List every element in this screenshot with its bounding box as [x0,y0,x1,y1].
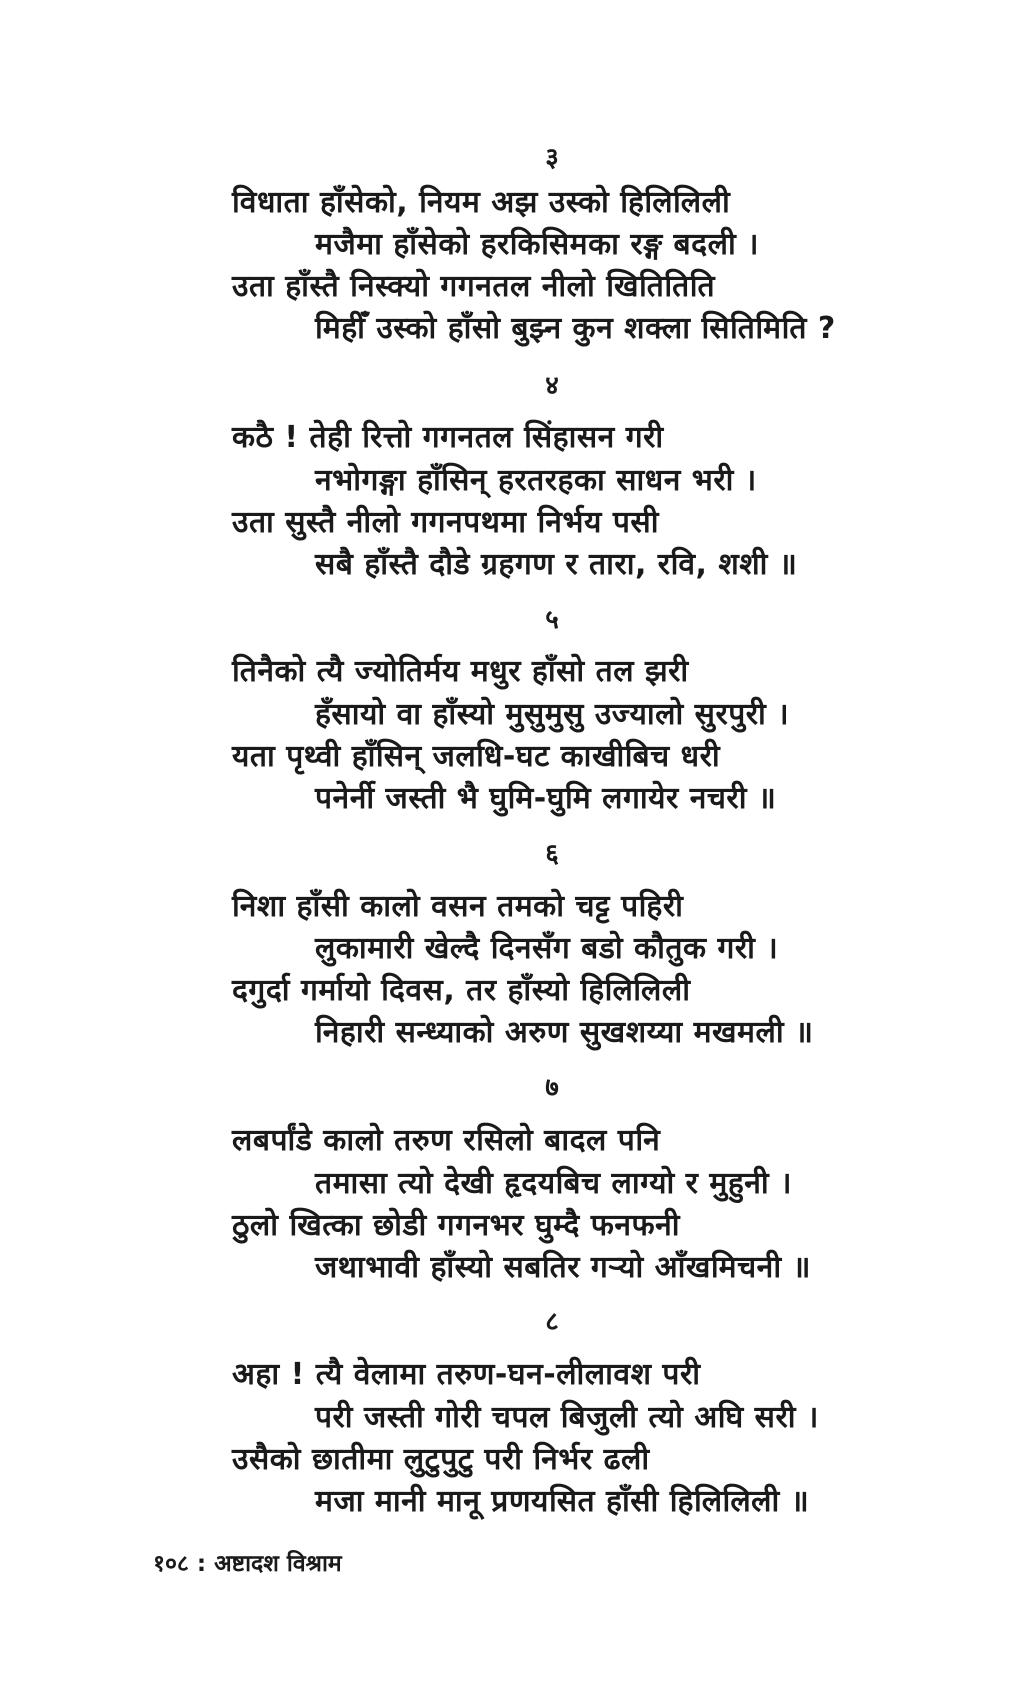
verse-line: तिनैको त्यै ज्योतिर्मय मधुर हाँसो तल झरी [232,654,689,689]
verse-line: विधाता हाँसेको, नियम अझ उस्को हिलिलिली [232,185,731,220]
verse-line: पनेर्नी जस्ती भै घुमि-घुमि लगायेर नचरी ॥ [315,781,777,816]
verse-line: मजैमा हाँसेको हरकिसिमका रङ्ग बदली । [315,227,760,262]
verse-line: दगुर्दा गर्मायो दिवस, तर हाँस्यो हिलिलिली [232,973,691,1008]
verse-line: ठुलो खित्का छोडी गगनभर घुम्दै फनफनी [232,1208,681,1243]
verse-line: निहारी सन्ध्याको अरुण सुखशय्या मखमली ॥ [315,1015,814,1050]
verse-line: कठै ! तेही रित्तो गगनतल सिंहासन गरी [232,420,664,455]
stanza-number: ३ [545,143,559,173]
verse-line: सबै हाँस्तै दौडे ग्रहगण र तारा, रवि, शशी ॥ [315,547,798,582]
verse-line: अहा ! त्यै वेलामा तरुण-घन-लीलावश परी [232,1357,701,1392]
page-footer: १०८ : अष्टादश विश्राम [153,1551,342,1577]
verse-line: जथाभावी हाँस्यो सबतिर गऱ्यो आँखमिचनी ॥ [315,1250,812,1285]
verse-line: नभोगङ्गा हाँसिन् हरतरहका साधन भरी । [315,463,757,498]
verse-line: यता पृथ्वी हाँसिन् जलधि-घट काखीबिच धरी [232,739,721,774]
stanza-number: ८ [545,1307,559,1337]
verse-line: मजा मानी मानू प्रणयसित हाँसी हिलिलिली ॥ [315,1484,810,1519]
stanza-number: ४ [545,371,559,401]
verse-line: हँसायो वा हाँस्यो मुसुमुसु उज्यालो सुरपुरी । [315,697,790,732]
verse-line: परी जस्ती गोरी चपल बिजुली त्यो अघि सरी । [315,1400,819,1435]
stanza-number: ७ [545,1073,559,1103]
verse-line: मिहीँ उस्को हाँसो बुझ्न कुन शक्ला सितिमिति ? [315,311,836,346]
verse-line: उसैको छातीमा लुटुपुटु परी निर्भर ढली [232,1442,650,1477]
stanza-number: ६ [545,839,559,869]
verse-line: लुकामारी खेल्दै दिनसँग बडो कौतुक गरी । [315,931,779,966]
verse-line: उता हाँस्तै निस्क्यो गगनतल नीलो खितितिति [232,269,716,304]
verse-line: निशा हाँसी कालो वसन तमको चट्ट पहिरी [232,889,684,924]
verse-line: उता सुस्तै नीलो गगनपथमा निर्भय पसी [232,505,659,540]
verse-line: तमासा त्यो देखी हृदयबिच लाग्यो र मुहुनी । [315,1166,792,1201]
verse-line: लबर्पांडे कालो तरुण रसिलो बादल पनि [232,1123,661,1158]
stanza-number: ५ [545,605,559,635]
